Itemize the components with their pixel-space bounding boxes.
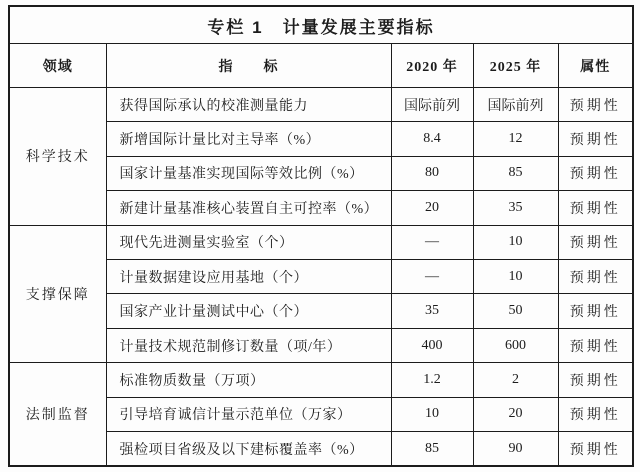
- value-2020-cell: 1.2: [391, 363, 473, 397]
- attribute-cell: 预期性: [558, 87, 633, 121]
- value-2025-cell: 10: [473, 260, 558, 294]
- col-header-indicator: 指 标: [106, 44, 391, 88]
- indicator-cell: 标准物质数量（万项）: [106, 363, 391, 397]
- value-2025-cell: 35: [473, 191, 558, 225]
- attribute-cell: 预期性: [558, 191, 633, 225]
- indicator-cell: 计量数据建设应用基地（个）: [106, 260, 391, 294]
- value-2025-cell: 10: [473, 225, 558, 259]
- value-2020-cell: 10: [391, 397, 473, 431]
- indicator-cell: 国家产业计量测试中心（个）: [106, 294, 391, 328]
- group-cell-support: 支撑保障: [9, 225, 106, 363]
- value-2020-cell: 35: [391, 294, 473, 328]
- indicator-cell: 新建计量基准核心装置自主可控率（%）: [106, 191, 391, 225]
- table-row: [9, 87, 633, 121]
- table-row: [9, 225, 633, 259]
- table-title: 专栏 1 计量发展主要指标: [9, 6, 633, 44]
- indicator-cell: 引导培育诚信计量示范单位（万家）: [106, 397, 391, 431]
- indicator-cell: 强检项目省级及以下建标覆盖率（%）: [106, 432, 391, 466]
- value-2020-cell: —: [391, 225, 473, 259]
- attribute-cell: 预期性: [558, 260, 633, 294]
- attribute-cell: 预期性: [558, 328, 633, 362]
- metrology-indicators-table: [8, 5, 634, 467]
- attribute-cell: 预期性: [558, 397, 633, 431]
- indicator-cell: 计量技术规范制修订数量（项/年）: [106, 328, 391, 362]
- value-2025-cell: 国际前列: [473, 87, 558, 121]
- value-2020-cell: 80: [391, 156, 473, 190]
- indicator-cell: 获得国际承认的校准测量能力: [106, 87, 391, 121]
- value-2020-cell: 85: [391, 432, 473, 466]
- value-2025-cell: 90: [473, 432, 558, 466]
- value-2025-cell: 600: [473, 328, 558, 362]
- value-2025-cell: 20: [473, 397, 558, 431]
- col-header-2025: 2025 年: [473, 44, 558, 88]
- indicator-cell: 国家计量基准实现国际等效比例（%）: [106, 156, 391, 190]
- attribute-cell: 预期性: [558, 363, 633, 397]
- col-header-attribute: 属性: [558, 44, 633, 88]
- value-2020-cell: 8.4: [391, 122, 473, 156]
- value-2025-cell: 2: [473, 363, 558, 397]
- attribute-cell: 预期性: [558, 156, 633, 190]
- value-2020-cell: —: [391, 260, 473, 294]
- group-cell-legal-supervision: 法制监督: [9, 363, 106, 466]
- indicator-cell: 现代先进测量实验室（个）: [106, 225, 391, 259]
- value-2025-cell: 50: [473, 294, 558, 328]
- attribute-cell: 预期性: [558, 225, 633, 259]
- value-2025-cell: 85: [473, 156, 558, 190]
- group-cell-science-tech: 科学技术: [9, 87, 106, 225]
- attribute-cell: 预期性: [558, 432, 633, 466]
- attribute-cell: 预期性: [558, 122, 633, 156]
- table-row: [9, 363, 633, 397]
- value-2020-cell: 400: [391, 328, 473, 362]
- col-header-2020: 2020 年: [391, 44, 473, 88]
- value-2025-cell: 12: [473, 122, 558, 156]
- indicator-cell: 新增国际计量比对主导率（%）: [106, 122, 391, 156]
- col-header-field: 领域: [9, 44, 106, 88]
- value-2020-cell: 国际前列: [391, 87, 473, 121]
- attribute-cell: 预期性: [558, 294, 633, 328]
- value-2020-cell: 20: [391, 191, 473, 225]
